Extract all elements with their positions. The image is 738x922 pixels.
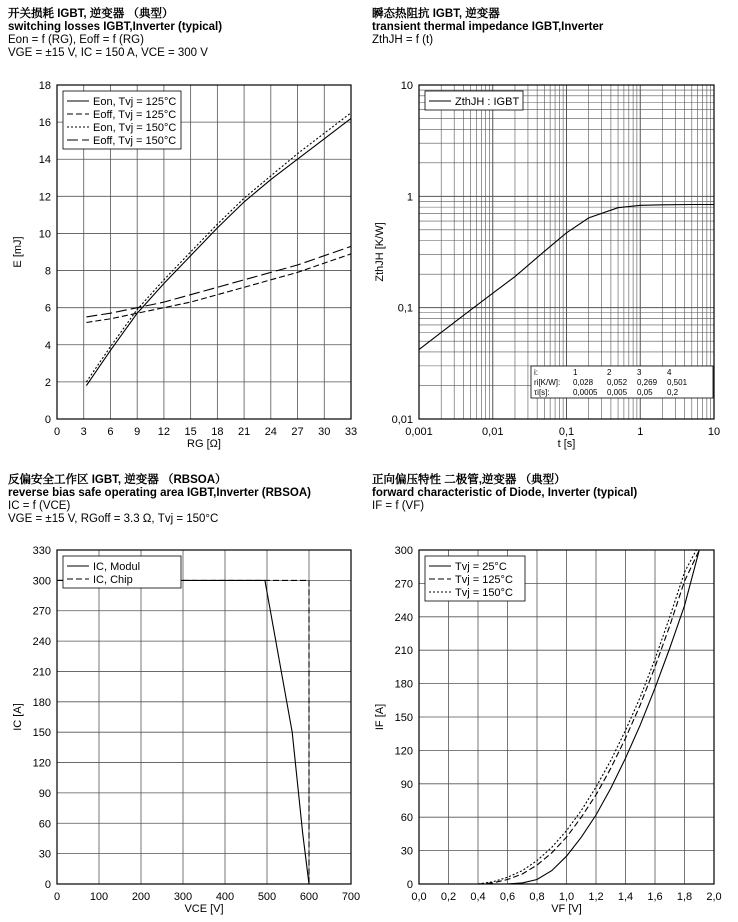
x-axis-label: RG [Ω] — [187, 438, 221, 450]
x-axis-label: t [s] — [557, 438, 576, 450]
params-table-cell: 0,005 — [607, 388, 628, 397]
y-tick-label: 18 — [38, 80, 51, 92]
panel-formula: IF = f (VF) — [372, 500, 425, 512]
params-table-cell: 0,0005 — [573, 388, 598, 397]
panel-title-cn: 正向偏压特性 二极管,逆变器 （典型） — [372, 474, 566, 486]
x-tick-label: 6 — [107, 426, 114, 438]
y-tick-label: 90 — [38, 787, 51, 800]
x-tick-label: 1,8 — [676, 891, 693, 903]
panel-conditions: VGE = ±15 V, RGoff = 3.3 Ω, Tvj = 150°C — [8, 513, 219, 525]
params-table-cell: 2 — [607, 368, 612, 377]
panel-title-en: switching losses IGBT,Inverter (typical) — [8, 21, 223, 33]
y-tick-label: 10 — [38, 228, 51, 241]
params-table-cell: 0,501 — [667, 378, 688, 387]
y-tick-label: 270 — [394, 578, 413, 591]
y-tick-label: 210 — [32, 666, 51, 679]
y-tick-label: 180 — [32, 696, 51, 709]
y-tick-label: 240 — [32, 636, 51, 649]
x-tick-label: 10 — [707, 426, 721, 438]
panel-title-cn: 开关损耗 IGBT, 逆变器 （典型） — [8, 8, 174, 20]
y-tick-label: 8 — [44, 265, 51, 278]
panel-conditions: VGE = ±15 V, IC = 150 A, VCE = 300 V — [8, 47, 208, 59]
legend-label: IC, Chip — [93, 574, 133, 586]
params-table-cell: 0,052 — [607, 378, 628, 387]
x-tick-label: 400 — [215, 891, 235, 903]
panel-formula: ZthJH = f (t) — [372, 34, 434, 46]
y-tick-label: 12 — [38, 191, 51, 204]
x-tick-label: 0,4 — [470, 891, 486, 903]
params-table-cell: 1 — [573, 368, 578, 377]
y-tick-label: 330 — [32, 545, 51, 557]
y-tick-label: 4 — [44, 339, 51, 352]
x-tick-label: 0,6 — [499, 891, 516, 903]
x-tick-label: 30 — [318, 426, 331, 438]
series-line-1 — [86, 118, 351, 385]
y-tick-label: 150 — [32, 727, 51, 740]
y-axis-label: E [mJ] — [12, 236, 24, 268]
panel-title-cn: 反偏安全工作区 IGBT, 逆变器 （RBSOA） — [8, 474, 227, 486]
params-table-cell: 3 — [637, 368, 642, 377]
x-tick-label: 1,6 — [647, 891, 663, 903]
panel-formula: IC = f (VCE) — [8, 500, 71, 512]
y-tick-label: 0 — [44, 414, 51, 426]
x-tick-label: 21 — [237, 426, 251, 438]
y-tick-label: 60 — [400, 812, 413, 825]
y-tick-label: 1 — [406, 191, 413, 204]
x-tick-label: 1,0 — [558, 891, 575, 903]
series-line-2 — [86, 254, 351, 323]
panel-title-en: reverse bias safe operating area IGBT,Inverter (RBSOA) — [8, 487, 311, 499]
x-tick-label: 600 — [299, 891, 319, 903]
y-axis-label: ZthJH [K/W] — [374, 222, 386, 282]
x-tick-label: 700 — [341, 891, 361, 903]
plot-frame — [57, 550, 351, 884]
x-tick-label: 24 — [264, 426, 277, 438]
params-table-cell: 0,2 — [667, 388, 679, 397]
x-tick-label: 200 — [131, 891, 151, 903]
y-tick-label: 10 — [400, 80, 413, 92]
legend-label: Eon, Tvj = 150°C — [93, 122, 177, 134]
y-tick-label: 300 — [32, 575, 51, 588]
x-tick-label: 9 — [134, 426, 141, 438]
legend-label: Eoff, Tvj = 150°C — [93, 135, 177, 147]
y-tick-label: 90 — [400, 778, 413, 791]
x-axis-label: VF [V] — [551, 903, 582, 915]
y-tick-label: 150 — [394, 712, 413, 724]
x-tick-label: 0,2 — [440, 891, 457, 903]
x-axis-label: VCE [V] — [184, 903, 224, 915]
params-table-cell: τi[s]: — [534, 388, 550, 397]
params-table-cell: i: — [534, 368, 538, 377]
x-tick-label: 27 — [291, 426, 304, 438]
x-tick-label: 1,4 — [617, 891, 634, 903]
y-tick-label: 300 — [394, 545, 413, 557]
x-tick-label: 0 — [53, 426, 61, 438]
params-table-cell: 4 — [667, 368, 672, 377]
x-tick-label: 500 — [257, 891, 277, 903]
y-tick-label: 240 — [394, 611, 413, 624]
series-line-3 — [86, 113, 351, 382]
y-tick-label: 120 — [32, 757, 51, 770]
params-table-cell: 0,269 — [637, 378, 658, 387]
y-tick-label: 120 — [394, 745, 413, 758]
x-tick-label: 0,1 — [558, 426, 575, 438]
x-tick-label: 0,001 — [405, 426, 433, 438]
y-axis-label: IC [A] — [12, 703, 24, 731]
x-tick-label: 0,8 — [529, 891, 545, 903]
legend-label: Tvj = 125°C — [455, 574, 513, 586]
y-tick-label: 0,01 — [391, 414, 413, 426]
y-axis-label: IF [A] — [374, 703, 386, 731]
x-tick-label: 0,01 — [482, 426, 504, 438]
y-tick-label: 180 — [394, 678, 413, 691]
y-tick-label: 60 — [38, 818, 51, 831]
x-tick-label: 0 — [53, 891, 61, 903]
legend-label: IC, Modul — [93, 561, 141, 573]
y-tick-label: 0 — [44, 879, 51, 891]
x-tick-label: 1 — [637, 426, 644, 438]
x-tick-label: 12 — [157, 426, 171, 438]
y-tick-label: 14 — [38, 154, 51, 167]
legend-label: Eon, Tvj = 125°C — [93, 96, 177, 108]
legend-label: Tvj = 150°C — [455, 587, 513, 599]
y-tick-label: 16 — [38, 117, 51, 130]
y-tick-label: 30 — [38, 848, 51, 861]
panel-title-en: transient thermal impedance IGBT,Inverter — [372, 21, 604, 33]
params-table-cell: 0,028 — [573, 378, 594, 387]
y-tick-label: 210 — [394, 645, 413, 658]
x-tick-label: 1,2 — [588, 891, 604, 903]
y-tick-label: 0,1 — [397, 302, 413, 315]
x-tick-label: 300 — [173, 891, 193, 903]
y-tick-label: 270 — [32, 605, 51, 618]
x-tick-label: 0,0 — [411, 891, 427, 903]
x-tick-label: 3 — [80, 426, 87, 438]
x-tick-label: 33 — [344, 426, 358, 438]
params-table-cell: ri[K/W]: — [534, 378, 561, 387]
legend-label: ZthJH : IGBT — [455, 96, 520, 108]
y-tick-label: 6 — [44, 302, 51, 315]
series-line-4 — [86, 246, 351, 317]
y-tick-label: 2 — [44, 376, 51, 389]
legend-label: Tvj = 25°C — [455, 561, 507, 573]
x-tick-label: 2,0 — [706, 891, 722, 903]
panel-title-en: forward characteristic of Diode, Inverter (typical) — [372, 487, 638, 499]
x-tick-label: 18 — [211, 426, 224, 438]
panel-title-cn: 瞬态热阻抗 IGBT, 逆变器 — [372, 8, 500, 20]
y-tick-label: 0 — [406, 879, 413, 891]
params-table-cell: 0,05 — [637, 388, 653, 397]
y-tick-label: 30 — [400, 845, 413, 858]
x-tick-label: 15 — [184, 426, 197, 438]
legend-label: Eoff, Tvj = 125°C — [93, 109, 177, 121]
panel-formula: Eon = f (RG), Eoff = f (RG) — [8, 34, 144, 46]
x-tick-label: 100 — [89, 891, 109, 903]
